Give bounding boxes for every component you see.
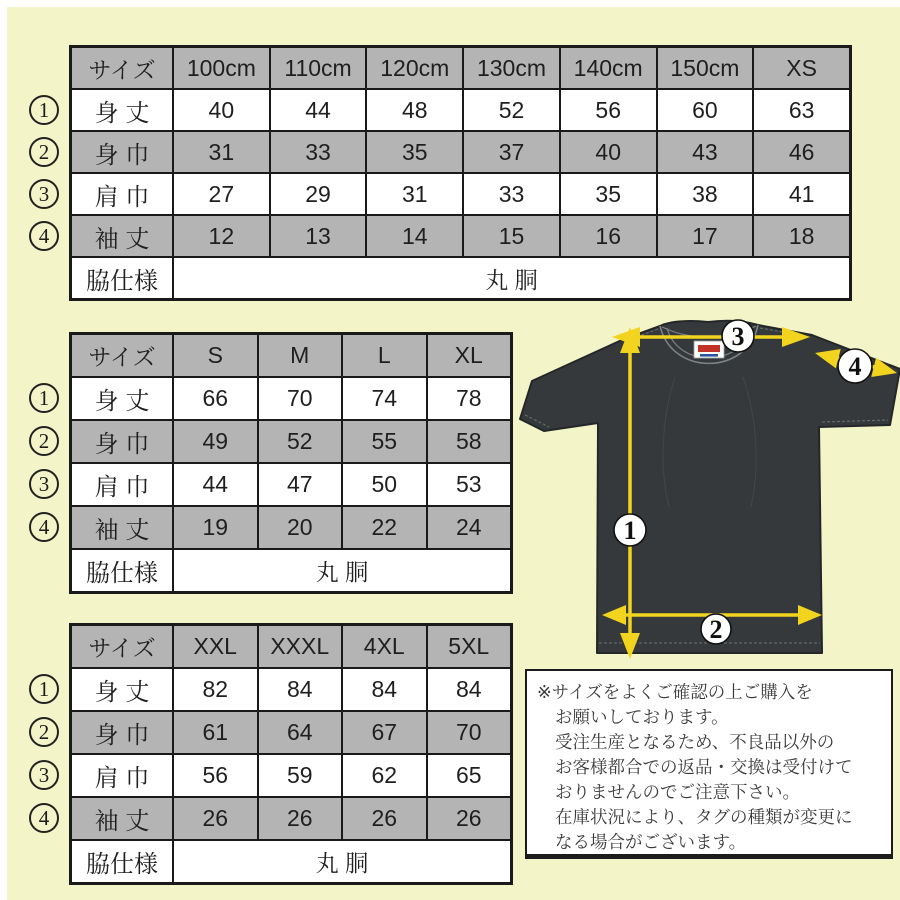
col-header: 120cm [367, 48, 462, 88]
size-table-kids [69, 45, 852, 301]
size-value: 52 [464, 90, 559, 130]
size-value: 20 [259, 507, 342, 548]
row-marker-3: 3 [29, 179, 59, 209]
size-value: 48 [367, 90, 462, 130]
col-header: L [343, 335, 426, 376]
col-header: 5XL [428, 626, 511, 667]
diagram-marker-1-label: 1 [623, 516, 637, 545]
size-value: 84 [259, 669, 342, 710]
measure-label: 身 丈 [72, 669, 172, 710]
collar-tag-logo-red [698, 345, 720, 352]
size-value: 56 [561, 90, 656, 130]
side-spec-value: 丸 胴 [174, 841, 510, 882]
side-spec-label: 脇仕様 [72, 841, 172, 882]
size-value: 44 [174, 464, 257, 505]
size-value: 29 [271, 174, 366, 214]
size-value: 35 [561, 174, 656, 214]
col-header: S [174, 335, 257, 376]
purchase-note-box [525, 669, 893, 859]
size-value: 52 [259, 421, 342, 462]
size-value: 33 [271, 132, 366, 172]
size-table-adult [69, 332, 513, 594]
row-marker-3: 3 [29, 760, 59, 790]
size-chart-panel [7, 7, 900, 900]
size-table-big [69, 623, 513, 885]
size-value: 12 [174, 216, 269, 256]
diagram-marker-2-label: 2 [709, 615, 723, 644]
note-line: お客様都合での返品・交換は受付けて [555, 757, 853, 777]
row-marker-4: 4 [29, 803, 59, 833]
note-line: 受注生産となるため、不良品以外の [555, 732, 835, 752]
col-header: XXXL [259, 626, 342, 667]
side-spec-value: 丸 胴 [174, 258, 849, 298]
size-value: 31 [174, 132, 269, 172]
measure-label: 肩 巾 [72, 755, 172, 796]
col-header: 140cm [561, 48, 656, 88]
size-value: 66 [174, 378, 257, 419]
note-line: なる場合がございます。 [555, 832, 747, 852]
size-value: 22 [343, 507, 426, 548]
row-marker-4: 4 [29, 512, 59, 542]
col-header: 100cm [174, 48, 269, 88]
size-value: 58 [428, 421, 511, 462]
size-value: 53 [428, 464, 511, 505]
measure-label: 身 丈 [72, 378, 172, 419]
measure-label: 袖 丈 [72, 798, 172, 839]
row-marker-3: 3 [29, 469, 59, 499]
size-value: 35 [367, 132, 462, 172]
col-header: サイズ [72, 335, 172, 376]
size-value: 74 [343, 378, 426, 419]
measure-label: 肩 巾 [72, 174, 172, 214]
side-spec-label: 脇仕様 [72, 258, 172, 298]
size-value: 78 [428, 378, 511, 419]
note-line: お願いしております。 [555, 707, 729, 727]
size-value: 63 [754, 90, 849, 130]
size-value: 14 [367, 216, 462, 256]
diagram-marker-3-label: 3 [731, 322, 745, 351]
size-value: 43 [658, 132, 753, 172]
size-value: 41 [754, 174, 849, 214]
size-value: 56 [174, 755, 257, 796]
row-marker-1: 1 [29, 383, 59, 413]
size-value: 40 [561, 132, 656, 172]
size-value: 19 [174, 507, 257, 548]
size-value: 49 [174, 421, 257, 462]
row-marker-4: 4 [29, 221, 59, 251]
size-value: 55 [343, 421, 426, 462]
col-header: 110cm [271, 48, 366, 88]
size-value: 33 [464, 174, 559, 214]
size-value: 24 [428, 507, 511, 548]
size-value: 40 [174, 90, 269, 130]
size-value: 26 [174, 798, 257, 839]
tshirt-measure-diagram [512, 317, 900, 667]
size-value: 59 [259, 755, 342, 796]
size-value: 44 [271, 90, 366, 130]
measure-label: 身 巾 [72, 132, 172, 172]
size-value: 50 [343, 464, 426, 505]
size-value: 31 [367, 174, 462, 214]
size-value: 16 [561, 216, 656, 256]
note-line: おりませんのでご注意下さい。 [555, 782, 800, 802]
size-value: 70 [259, 378, 342, 419]
size-value: 47 [259, 464, 342, 505]
size-value: 64 [259, 712, 342, 753]
size-value: 18 [754, 216, 849, 256]
size-value: 26 [343, 798, 426, 839]
size-value: 17 [658, 216, 753, 256]
measure-label: 袖 丈 [72, 216, 172, 256]
size-value: 82 [174, 669, 257, 710]
col-header: 4XL [343, 626, 426, 667]
size-value: 15 [464, 216, 559, 256]
col-header: XL [428, 335, 511, 376]
size-value: 60 [658, 90, 753, 130]
size-value: 26 [428, 798, 511, 839]
col-header: XS [754, 48, 849, 88]
col-header: 150cm [658, 48, 753, 88]
size-value: 46 [754, 132, 849, 172]
size-value: 13 [271, 216, 366, 256]
note-line: ※サイズをよくご確認の上ご購入を [537, 682, 813, 702]
measure-label: 肩 巾 [72, 464, 172, 505]
side-spec-label: 脇仕様 [72, 550, 172, 591]
size-value: 62 [343, 755, 426, 796]
size-value: 27 [174, 174, 269, 214]
size-value: 70 [428, 712, 511, 753]
size-value: 61 [174, 712, 257, 753]
row-marker-1: 1 [29, 95, 59, 125]
measure-label: 身 丈 [72, 90, 172, 130]
col-header: M [259, 335, 342, 376]
col-header: XXL [174, 626, 257, 667]
row-marker-2: 2 [29, 717, 59, 747]
size-value: 84 [343, 669, 426, 710]
col-header: サイズ [72, 48, 172, 88]
row-marker-1: 1 [29, 674, 59, 704]
side-spec-value: 丸 胴 [174, 550, 510, 591]
row-marker-2: 2 [29, 426, 59, 456]
size-value: 65 [428, 755, 511, 796]
measure-label: 身 巾 [72, 421, 172, 462]
collar-tag-logo-blue [700, 354, 718, 357]
size-value: 26 [259, 798, 342, 839]
col-header: サイズ [72, 626, 172, 667]
size-value: 38 [658, 174, 753, 214]
size-value: 84 [428, 669, 511, 710]
row-marker-2: 2 [29, 137, 59, 167]
size-value: 67 [343, 712, 426, 753]
measure-label: 袖 丈 [72, 507, 172, 548]
col-header: 130cm [464, 48, 559, 88]
note-line: 在庫状況により、タグの種類が変更に [555, 807, 853, 827]
measure-label: 身 巾 [72, 712, 172, 753]
diagram-marker-4-label: 4 [848, 352, 862, 381]
size-value: 37 [464, 132, 559, 172]
